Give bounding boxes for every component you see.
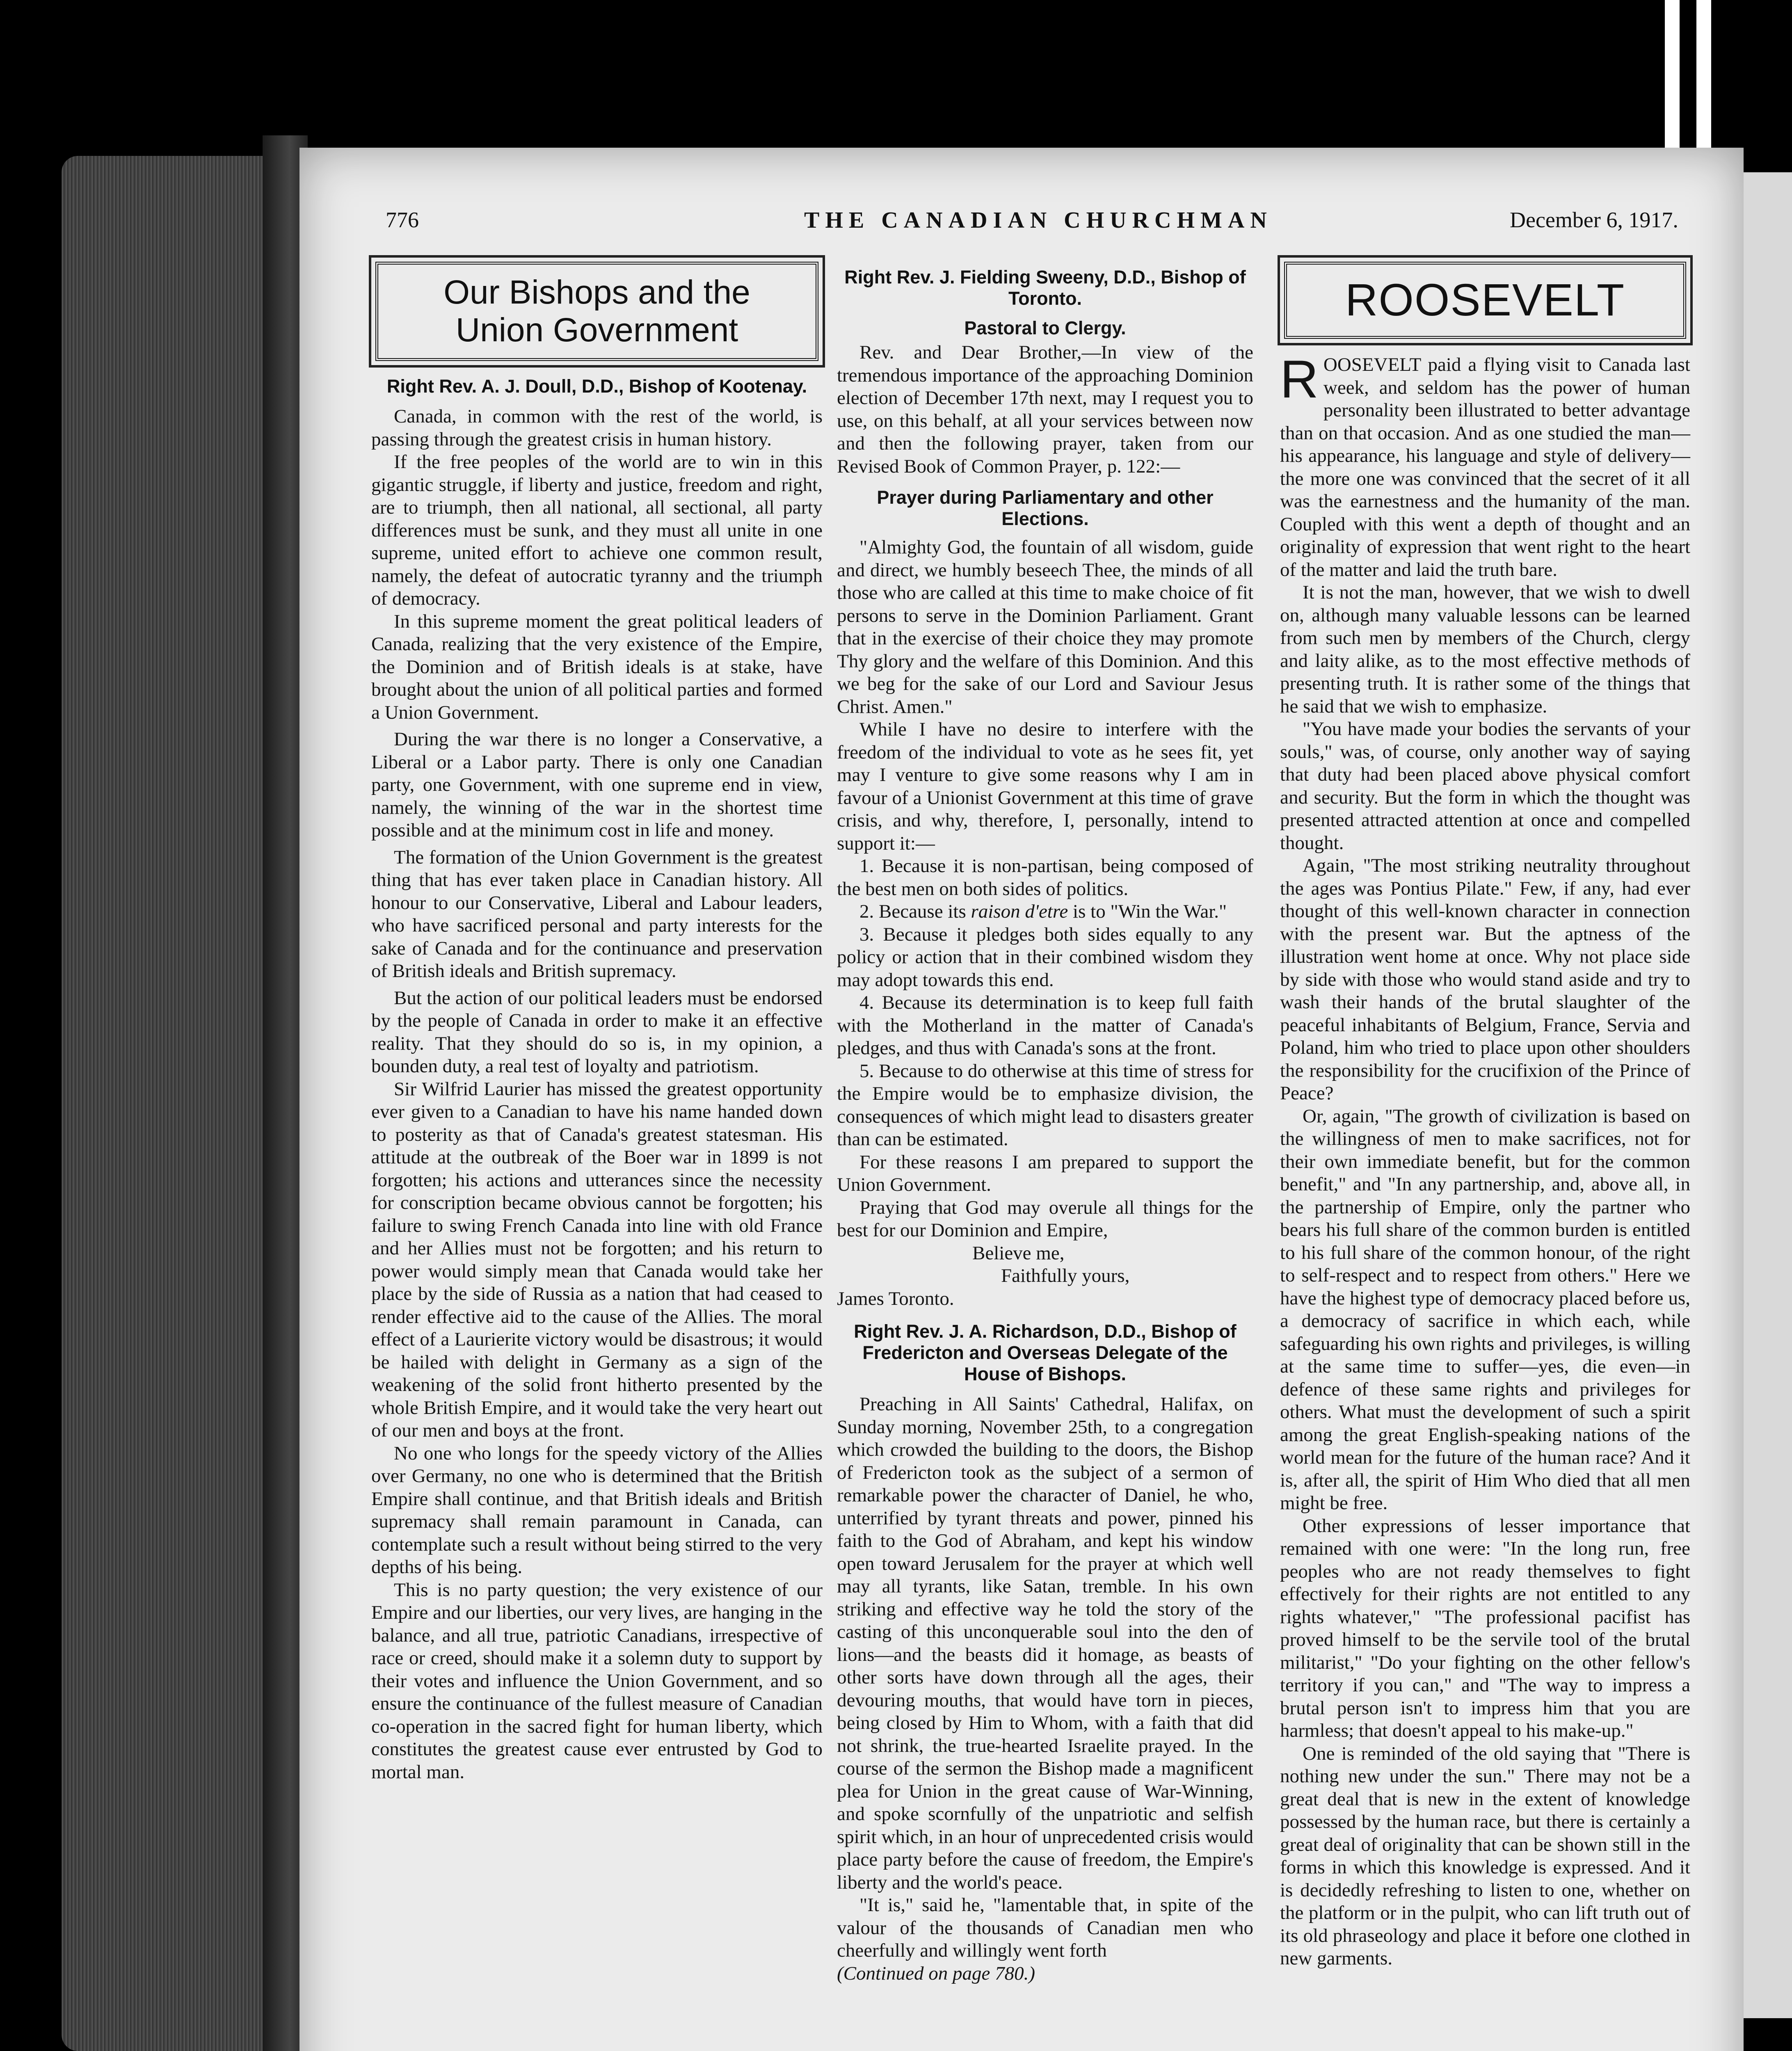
scan-marker-bar [1665,0,1680,156]
paragraph: While I have no desire to interfere with the freedom of the individual to vote as he sees fit, yet may I venture to give some reasons why I am in favour of a Unionist Government at this time of grave crisis, and why, therefore, I, personally, intend to support it:— [837,719,1253,854]
paragraph [1280,349,1690,581]
headline-line: Union Government [455,311,738,349]
paragraph: Canada, in common with the rest of the world, is passing through the greatest crisis in human history. [371,406,823,450]
paragraph: But the action of our political leaders must be endorsed by the people of Canada in order to make it an effective reality. That they should do so is, in my opinion, a bounden duty, a real test of loyalty and patriotism. [371,987,823,1077]
signature: James Toronto. [837,1288,954,1309]
paragraph: Praying that God may overule all things for the best for our Dominion and Empire, [837,1197,1253,1241]
paragraph: Or, again, "The growth of civilization is based on the willingness of men to make sacrifices, not for their own immediate benefit, but for the common benefit," and "In any partnership, and, above all, in the partnership of Empire, only the partner who bears his full share of the common burden is entitled to his full share of the common honour, of the right to self-respect and to respect from others." Here we have the highest type of democracy placed before us, a democracy of sacrifice in which each, while safeguarding his own rights and privileges, is willing at the same time to suffer—yes, die even—in defence of these same rights and privileges for others. What must the development of such a spirit among the great English-speaking nations of the world mean for the future of the human race? And it is, after all, the spirit of Him Who died that all men might be free. [1280,1105,1690,1514]
text-run: is to "Win the War." [1068,901,1227,922]
paragraph: It is not the man, however, that we wish to dwell on, although many valuable lessons can be learned from such men by members of the Church, clergy and laity alike, as to the most effective methods of presenting truth. It is rather some of the things that he said that we wish to emphasize. [1280,582,1690,717]
drop-cap: R [1280,349,1319,409]
paragraph: "You have made your bodies the servants of your souls," was, of course, only another way of saying that duty had been placed above physical comfort and security. But the form in which the thought was presented attracted attention at once and compelled thought. [1280,718,1690,854]
page-number: 776 [386,208,419,232]
headline-line: Our Bishops and the [443,274,750,311]
text-run: OOSEVELT paid a flying visit to Canada last week, and seldom has the power of human personality been illustrated to better advantage than on that occasion. And as one studied the man—his appearance, his language and style of delivery—the more one was convinced that the secret of it all was the earnestness and the humanity of the man. Coupled with this went a depth of thought and an originality of expression that went right to the heart of the matter and laid the truth bare. [1280,354,1690,580]
masthead: THE CANADIAN CHURCHMAN [804,208,1273,233]
paragraph: During the war there is no longer a Conservative, a Liberal or a Labor party. There is only one Canadian party, one Government, with one supreme end in view, namely, the winning of the war in the shortest time possible and at the minimum cost in life and money. [371,729,823,841]
paragraph: 3. Because it pledges both sides equally to any policy or action that in their combined wisdom they may adopt towards this end. [837,923,1253,991]
headline: ROOSEVELT [1345,275,1625,325]
paragraph: "Almighty God, the fountain of all wisdom, guide and direct, we humbly beseech Thee, the minds of all those who are called at this time to make choice of fit persons to serve in the Dominion Parliament. Grant that in the exercise of their choice they may promote Thy glory and the welfare of this Dominion. And this we beg for the sake of our Lord and Saviour Jesus Christ. Amen." [837,537,1253,717]
paragraph: In this supreme moment the great political leaders of Canada, realizing that the very existence of the Empire, the Dominion and of British ideals is at stake, have brought about the union of all political parties and formed a Union Government. [371,610,823,723]
paragraph: 1. Because it is non-partisan, being composed of the best men on both sides of politics. [837,855,1253,900]
paragraph: No one who longs for the speedy victory of the Allies over Germany, no one who is determined that the British Empire shall continue, and that British ideals and British supremacy shall remain paramount in Canada, can contemplate such a result without being stirred to the very depths of his being. [371,1442,823,1578]
paragraph: 4. Because its determination is to keep full faith with the Motherland in the matter of Canada's pledges, and thus with Canada's sons at the front. [837,992,1253,1059]
right-column [1280,254,1690,1970]
adjacent-page-strip [1739,172,1792,2018]
italic-term: raison d'etre [971,901,1068,922]
paragraph: Rev. and Dear Brother,—In view of the tremendous importance of the approaching Dominion election of December 17th next, may I request you to use, on this behalf, at all your services between now and then the following prayer, taken from our Revised Book of Common Prayer, p. 122:— [837,342,1253,477]
middle-column [837,254,1253,1985]
book-page-edges [62,156,291,2051]
paragraph: Again, "The most striking neutrality throughout the ages was Pontius Pilate." Few, if any, had ever thought of this well-known character in connection with the present war. But the aptness of the illustration went home at once. Why not place side by side with those who would stand aside and try to wash their hands of the brutal slaughter of the peaceful inhabitants of Belgium, France, Servia and Poland, him who tried to place upon other shoulders the responsibility for the crucifixion of the Prince of Peace? [1280,855,1690,1104]
paragraph: This is no party question; the very existence of our Empire and our liberties, our very lives, are hanging in the balance, and all true, patriotic Canadians, irrespective of race or creed, should make it a solemn duty to support by their votes and influence the Union Government, and so ensure the continuance of the fullest measure of Canadian co-operation in the sacred fight for human liberty, which constitutes the greatest cause ever entrusted by God to mortal man. [371,1579,823,1783]
scan-marker-bar [1696,0,1711,156]
section-heading: Right Rev. A. J. Doull, D.D., Bishop of Kootenay. [386,376,807,397]
paragraph: The formation of the Union Government is the greatest thing that has ever taken place in Canadian history. All honour to our Conservative, Liberal and Labour leaders, who have sacrificed personal and party interests for the sake of Canada and for the continuance and preservation of British ideals and British supremacy. [371,846,823,982]
paragraph: If the free peoples of the world are to win in this gigantic struggle, if liberty and justice, freedom and right, are to triumph, then all national, all sectional, all party differences must be sunk, and they must all unite in one supreme, united effort to achieve one common result, namely, the defeat of autocratic tyranny and the triumph of democracy. [371,451,823,609]
text-run: 2. Because its [859,901,971,922]
paragraph [837,900,1253,923]
paragraph: "It is," said he, "lamentable that, in spite of the valour of the thousands of Canadian men who cheerfully and willingly went forth [837,1894,1253,1961]
paragraph: One is reminded of the old saying that "There is nothing new under the sun." There may not be a great deal that is new in the extent of knowledge possessed by the human race, but there is certainly a great deal of originality that can be shown still in the forms in which this knowledge is expressed. And it is decidedly refreshing to listen to one, whether on the platform or in the pulpit, who can lift truth out of its old phraseology and place it before one clothed in new garments. [1280,1743,1690,1969]
continued-note: (Continued on page 780.) [837,1962,1035,1984]
subheading: Pastoral to Clergy. [964,317,1126,338]
paragraph: 5. Because to do otherwise at this time of stress for the Empire would be to emphasize division, the consequences of which might lead to disasters greater than can be estimated. [837,1060,1253,1150]
closing-line: Believe me, [972,1242,1065,1264]
headline-box [375,262,818,361]
issue-date: December 6, 1917. [1510,208,1678,232]
closing-line: Faithfully yours, [1001,1265,1130,1286]
section-heading: Right Rev. J. Fielding Sweeny, D.D., Bishop of Toronto. [844,267,1246,309]
left-column [371,254,823,1784]
subheading: Prayer during Parliamentary and other Elections. [877,487,1214,529]
headline-box [1284,262,1686,339]
paragraph: Preaching in All Saints' Cathedral, Halifax, on Sunday morning, November 25th, to a congregation which crowded the building to the doors, the Bishop of Fredericton took as the subject of a sermon of remarkable power the character of Daniel, he who, unterrified by tyrant threats and power, pinned his faith to the God of Abraham, and kept his window open toward Jerusalem for the prayer at which well may all tyrants, like Satan, tremble. In his own striking and effective way he told the story of the casting of this unconquerable soul into the den of lions—and the beasts did it homage, as beasts of other sorts have down through all the ages, their devouring mouths, that would have torn in pieces, being closed by Him to Whom, with a faith that did not shrink, the true-hearted Israelite prayed. In the course of the sermon the Bishop made a magnificent plea for Union in the great cause of War-Winning, and spoke scornfully of the unpatriotic and selfish spirit which, in an hour of unprecedented crisis would place party before the cause of freedom, the Empire's liberty and the world's peace. [837,1393,1253,1893]
paragraph: For these reasons I am prepared to support the Union Government. [837,1151,1253,1195]
paragraph: Other expressions of lesser importance that remained with one were: "In the long run, free peoples who are not ready themselves to fight effectively for their rights are not entitled to any rights whatever," "The professional pacifist has proved himself to be the servile tool of the brutal militarist," "Do your fighting on the other fellow's territory if you can," and "The way to impress a brutal person isn't to impress him that you are harmless; that doesn't appeal to his make-up." [1280,1515,1690,1741]
paragraph: Sir Wilfrid Laurier has missed the greatest opportunity ever given to a Canadian to have his name handed down to posterity as that of Canada's greatest statesman. His attitude at the outbreak of the Boer war in 1899 is not forgotten; his actions and utterances since the necessity for conscription became obvious cannot be forgotten; his failure to swing French Canada into line with old France and her Allies must not be forgotten; and his return to power would simply mean that Canada would take her place by the side of Russia as a nation that had ceased to render effective aid to the cause of the Allies. The moral effect of a Laurierite victory would be disastrous; it would be hailed with delight in Germany as a sign of the weakening of the solid front hitherto presented by the whole British Empire, and it would take the very heart out of our men and boys at the front. [371,1078,823,1441]
section-heading: Right Rev. J. A. Richardson, D.D., Bishop of Fredericton and Overseas Delegate of the House of Bishops. [854,1321,1237,1384]
